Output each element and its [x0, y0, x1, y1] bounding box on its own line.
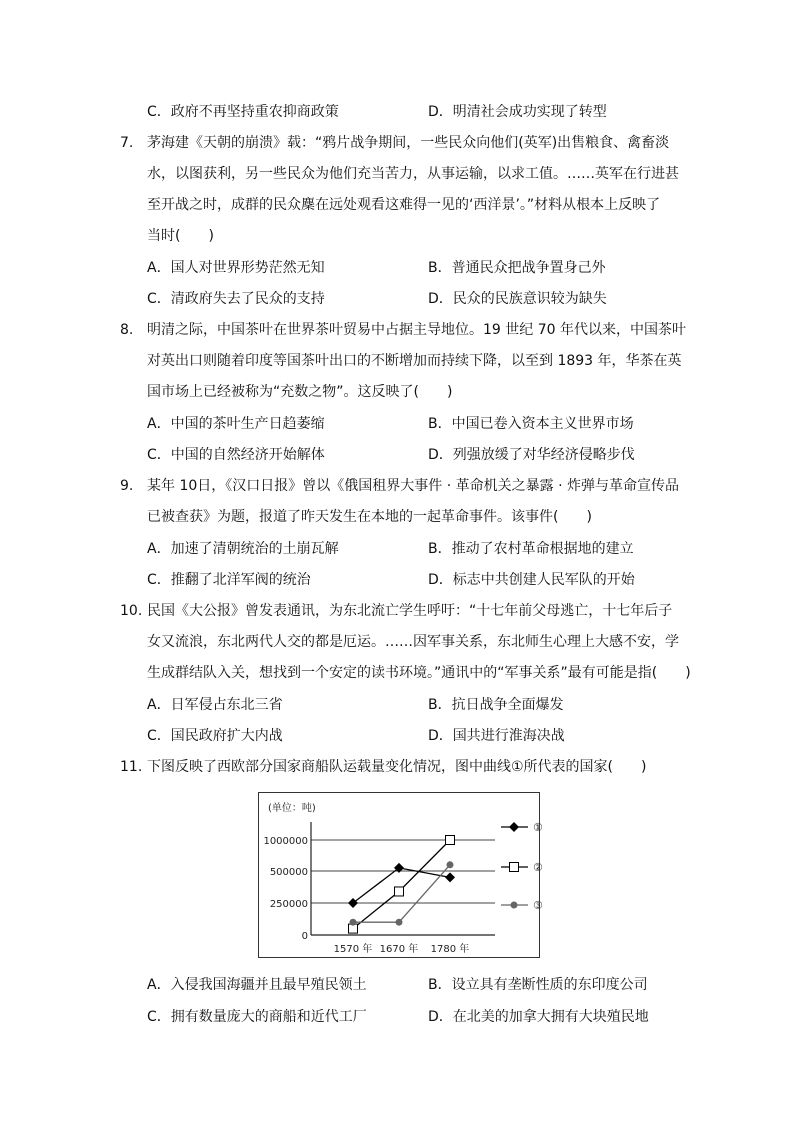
q7-line-4: 当时( ) [147, 228, 214, 244]
q11-option-b: B．设立具有垄断性质的东印度公司 [428, 977, 648, 993]
q9-option-a: A．加速了清朝统治的土崩瓦解 [147, 541, 339, 557]
q11-number: 11. [120, 759, 143, 775]
q9-option-b: B．推动了农村革命根据地的建立 [428, 541, 634, 557]
q7-line-2: 水，以图获利，另一些民众为他们充当苦力，从事运输，以求工值。……英军在行进甚 [147, 166, 679, 182]
question-8 [120, 315, 690, 408]
q9-line-1: 某年 10日，《汉口日报》曾以《俄国租界大事件 · 革命机关之暴露 · 炸弹与革命宣传品 [147, 478, 679, 494]
q10-line-1: 民国《大公报》曾发表通讯，为东北流亡学生呼吁：“十七年前父母逃亡，十七年后子 [147, 603, 673, 619]
x-tick-label: 1570 年 [333, 944, 373, 955]
q9-number: 9. [120, 478, 134, 494]
q6-option-d: D．明清社会成功实现了转型 [428, 104, 607, 120]
series2-point-square [395, 887, 404, 896]
q10-line-3: 生成群结队入关，想找到一个安定的读书环境。”通讯中的“军事关系”最有可能是指( ) [147, 665, 691, 681]
y-tick-label: 500000 [269, 867, 308, 878]
q10-line-2: 女又流浪，东北两代人交的都是厄运。……因军事关系，东北师生心理上大感不安，学 [147, 634, 679, 650]
q9-options-ab [0, 534, 794, 565]
q8-option-b: B．中国已卷入资本主义世界市场 [428, 416, 634, 432]
series3-point-circle [396, 919, 403, 926]
legend-label: ③ [533, 899, 543, 912]
q8-options-ab [0, 409, 794, 440]
q9-line-2: 已被查获》为题，报道了昨天发生在本地的一起革命事件。该事件( ) [147, 509, 592, 525]
q10-option-b: B．抗日战争全面爆发 [428, 697, 564, 713]
q7-options-cd [0, 284, 794, 315]
q7-option-d: D．民众的民族意识较为缺失 [428, 291, 607, 307]
q9-option-d: D．标志中共创建人民军队的开始 [428, 572, 635, 588]
q7-line-1: 茅海建《天朝的崩溃》载：“鸦片战争期间，一些民众向他们(英军)出售粮食、禽畜淡 [147, 135, 670, 151]
chart-svg [258, 792, 543, 958]
q8-number: 8. [120, 322, 134, 338]
q11-line-1: 下图反映了西欧部分国家商船队运载量变化情况，图中曲线①所代表的国家( ) [147, 759, 647, 775]
q11-options-cd [0, 1002, 794, 1033]
question-9 [120, 471, 690, 533]
q10-options-ab [0, 690, 794, 721]
series3-point-circle [511, 902, 518, 909]
chart-unit-label: (单位：吨) [268, 803, 316, 814]
q9-options-cd [0, 565, 794, 596]
q11-options-ab [0, 970, 794, 1001]
q8-line-1: 明清之际，中国茶叶在世界茶叶贸易中占据主导地位。19 世纪 70 年代以来，中国茶叶 [147, 322, 686, 338]
q8-options-cd [0, 440, 794, 471]
legend-label: ① [533, 821, 543, 834]
series3-point-circle [350, 919, 357, 926]
y-tick-label: 250000 [269, 899, 308, 910]
q7-option-b: B．普通民众把战争置身己外 [428, 260, 606, 276]
q6-options-cd [0, 97, 794, 128]
series2-point-square [446, 836, 455, 845]
q8-option-a: A．中国的茶叶生产日趋萎缩 [147, 416, 325, 432]
series2-point-square [510, 863, 519, 872]
q11-option-d: D．在北美的加拿大拥有大块殖民地 [428, 1009, 649, 1025]
q7-option-a: A．国人对世界形势茫然无知 [147, 260, 325, 276]
q10-option-d: D．国共进行淮海决战 [428, 728, 565, 744]
q11-option-c: C．拥有数量庞大的商船和近代工厂 [147, 1009, 367, 1025]
q8-option-c: C．中国的自然经济开始解体 [147, 447, 325, 463]
question-11 [120, 752, 690, 783]
q7-options-ab [0, 253, 794, 284]
q10-option-a: A．日军侵占东北三省 [147, 697, 283, 713]
q10-options-cd [0, 721, 794, 752]
y-tick-label: 0 [301, 931, 308, 942]
q7-number: 7. [120, 135, 134, 151]
question-10 [120, 596, 690, 689]
series3-point-circle [447, 861, 454, 868]
x-tick-label: 1780 年 [430, 944, 470, 955]
legend-label: ② [533, 861, 543, 874]
q9-option-c: C．推翻了北洋军阀的统治 [147, 572, 311, 588]
y-tick-label: 1000000 [263, 836, 308, 847]
x-tick-label: 1670 年 [379, 944, 419, 955]
q10-number: 10. [120, 603, 143, 619]
q8-option-d: D．列强放缓了对华经济侵略步伐 [428, 447, 635, 463]
q10-option-c: C．国民政府扩大内战 [147, 728, 283, 744]
q11-option-a: A．入侵我国海疆并且最早殖民领土 [147, 977, 367, 993]
shipping-chart [258, 792, 543, 958]
q8-line-2: 对英出口则随着印度等国茶叶出口的不断增加而持续下降，以至到 1893 年，华茶在英 [147, 353, 682, 369]
q7-line-3: 至开战之时，成群的民众麇在远处观看这难得一见的‘西洋景’。”材料从根本上反映了 [147, 197, 661, 213]
q8-line-3: 国市场上已经被称为“充数之物”。这反映了( ) [147, 384, 453, 400]
question-7 [120, 128, 690, 252]
q6-option-c: C．政府不再坚持重农抑商政策 [147, 104, 339, 120]
q7-option-c: C．清政府失去了民众的支持 [147, 291, 325, 307]
